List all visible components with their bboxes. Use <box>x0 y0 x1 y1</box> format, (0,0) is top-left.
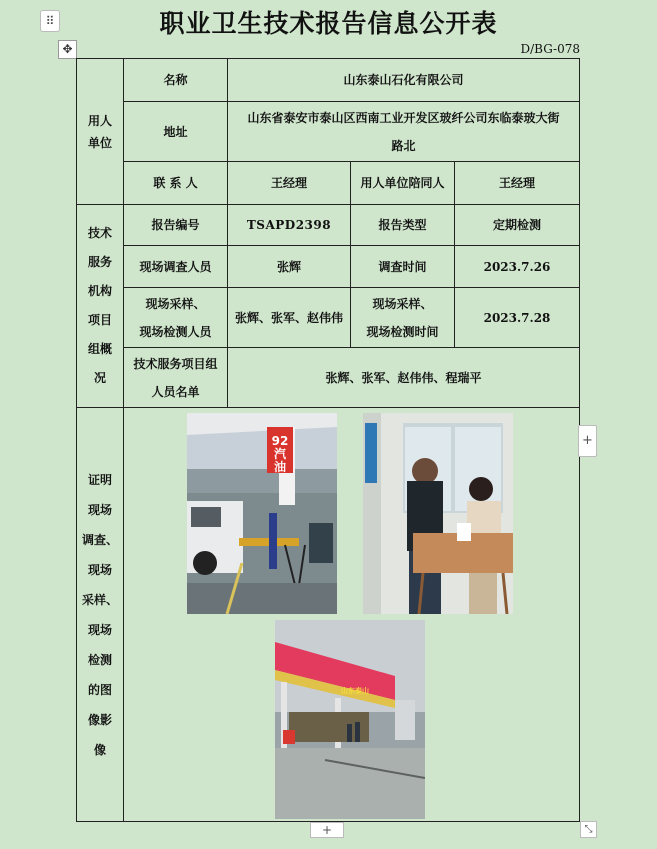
info-table <box>76 58 580 822</box>
page-title: 职业卫生技术报告信息公开表 <box>159 9 498 38</box>
sampling-staff-label: 现场采样、 现场检测人员 <box>124 288 228 348</box>
sampling-staff: 张辉、张军、赵伟伟 <box>228 288 351 348</box>
survey-staff-label: 现场调查人员 <box>124 246 228 288</box>
evidence-section-label: 证明 现场 调查、 现场 采样、 现场 检测 的图 像影 像 <box>77 408 124 822</box>
report-type-label: 报告类型 <box>351 205 455 246</box>
employer-name-label: 名称 <box>124 59 228 102</box>
sampling-time: 2023.7.28 <box>455 288 580 348</box>
fuel-sign-text: 92 汽油 <box>271 433 289 474</box>
document-code: D/BG-078 <box>520 42 580 56</box>
table-move-icon[interactable]: ✥ <box>58 40 77 59</box>
report-type: 定期检测 <box>455 205 580 246</box>
photo-gas-station <box>275 620 425 819</box>
table-resize-icon[interactable]: ⤡ <box>580 821 597 838</box>
drag-handle-icon[interactable]: ⠿ <box>40 10 60 32</box>
contact-value: 王经理 <box>228 162 351 205</box>
add-row-button[interactable]: + <box>310 822 344 838</box>
sampling-time-label: 现场采样、 现场检测时间 <box>351 288 455 348</box>
report-no-label: 报告编号 <box>124 205 228 246</box>
photo-fuel-pump <box>187 413 337 614</box>
employer-address: 山东省泰安市泰山区西南工业开发区玻纤公司东临泰玻大街路北 <box>228 102 580 162</box>
report-no: TSAPD2398 <box>228 205 351 246</box>
add-column-button[interactable]: + <box>578 425 597 457</box>
contact-label: 联 系 人 <box>124 162 228 205</box>
employer-section-label: 用人 单位 <box>77 59 124 205</box>
survey-time-label: 调查时间 <box>351 246 455 288</box>
survey-staff: 张辉 <box>228 246 351 288</box>
survey-time: 2023.7.26 <box>455 246 580 288</box>
service-section-label: 技术 服务 机构 项目 组概 况 <box>77 205 124 408</box>
station-sign-text: 山东泰山 <box>341 686 369 695</box>
team-label: 技术服务项目组 人员名单 <box>124 348 228 408</box>
employer-address-label: 地址 <box>124 102 228 162</box>
companion-value: 王经理 <box>455 162 580 205</box>
photo-interview <box>363 413 513 614</box>
companion-label: 用人单位陪同人 <box>351 162 455 205</box>
employer-name: 山东泰山石化有限公司 <box>228 59 580 102</box>
evidence-photos-cell <box>124 408 580 822</box>
team-members: 张辉、张军、赵伟伟、程瑞平 <box>228 348 580 408</box>
